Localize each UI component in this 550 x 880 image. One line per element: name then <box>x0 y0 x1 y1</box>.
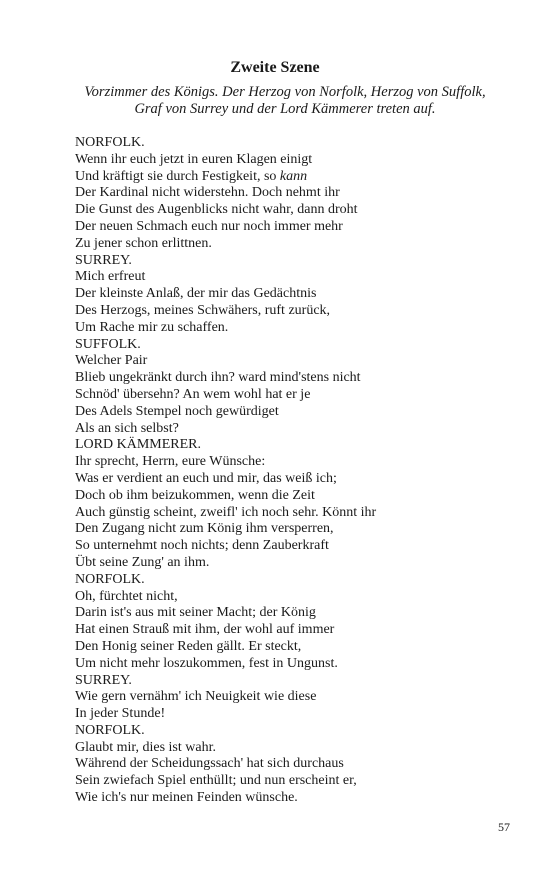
verse-line <box>75 538 515 555</box>
line-text: Der Kardinal nicht widerstehn. Doch nehmt ihr <box>75 185 340 201</box>
line-text: Ihr sprecht, Herrn, eure Wünsche: <box>75 454 266 470</box>
scene-title: Zweite Szene <box>230 59 320 76</box>
speaker-name <box>75 135 515 152</box>
line-text: Glaubt mir, dies ist wahr. <box>75 739 216 755</box>
verse-line <box>75 219 515 236</box>
verse-line <box>75 202 515 219</box>
line-text: NORFOLK. <box>75 135 145 150</box>
speaker-name <box>75 572 515 589</box>
verse-line <box>75 320 515 337</box>
line-text: Der kleinste Anlaß, der mir das Gedächtnis <box>75 286 317 302</box>
dialogue-text <box>75 135 515 807</box>
stage-direction-line: Graf von Surrey und der Lord Kämmerer treten auf. <box>134 101 436 117</box>
line-text: Darin ist's aus mit seiner Macht; der König <box>75 605 316 621</box>
verse-line <box>75 454 515 471</box>
line-text: Wenn ihr euch jetzt in euren Klagen einigt <box>75 151 313 167</box>
line-text: Den Zugang nicht zum König ihm versperren, <box>75 521 334 537</box>
line-text: SUFFOLK. <box>75 336 141 352</box>
line-text: SURREY. <box>75 252 132 268</box>
page-number: 57 <box>498 820 510 834</box>
emphasized-word: kann <box>279 168 308 184</box>
speaker-name <box>75 437 515 454</box>
line-text: Um Rache mir zu schaffen. <box>75 319 229 335</box>
verse-line <box>75 605 515 622</box>
line-text: NORFOLK. <box>75 571 145 587</box>
verse-line <box>75 370 515 387</box>
stage-direction <box>60 84 510 118</box>
line-text: Hat einen Strauß mit ihm, der wohl auf immer <box>75 622 335 638</box>
verse-line <box>75 505 515 522</box>
line-text: Während der Scheidungssach' hat sich durchaus <box>75 756 344 772</box>
line-text: Mich erfreut <box>75 269 146 285</box>
line-text: Zu jener schon erlittnen. <box>75 235 212 251</box>
line-text: Um nicht mehr loszukommen, fest in Ungunst. <box>75 655 338 671</box>
speaker-name <box>75 253 515 270</box>
line-text: SURREY. <box>75 672 132 688</box>
line-text: Sein zwiefach Spiel enthüllt; und nun erscheint er, <box>75 773 357 789</box>
line-text: Der neuen Schmach euch nur noch immer mehr <box>75 218 343 234</box>
verse-line <box>75 185 515 202</box>
verse-line <box>75 488 515 505</box>
line-text: Doch ob ihm beizukommen, wenn die Zeit <box>75 487 315 503</box>
line-text: Was er verdient an euch und mir, das weiß ich; <box>75 470 337 486</box>
verse-line <box>75 404 515 421</box>
line-text: Als an sich selbst? <box>75 420 179 436</box>
line-text: Des Adels Stempel noch gewürdiget <box>75 403 279 419</box>
line-text: Und kräftigt sie durch Festigkeit, so <box>75 168 280 184</box>
verse-line <box>75 589 515 606</box>
speaker-name <box>75 723 515 740</box>
verse-line <box>75 169 515 186</box>
line-text: Blieb ungekränkt durch ihn? ward mind'stens nicht <box>75 370 361 386</box>
verse-line <box>75 689 515 706</box>
line-text: Schnöd' übersehn? An wem wohl hat er je <box>75 386 311 402</box>
verse-line <box>75 555 515 572</box>
verse-line <box>75 236 515 253</box>
line-text: Oh, fürchtet nicht, <box>75 588 178 604</box>
line-text: In jeder Stunde! <box>75 706 166 722</box>
line-text: NORFOLK. <box>75 722 145 738</box>
stage-direction-line: Vorzimmer des Königs. Der Herzog von Norfolk, Herzog von Suffolk, <box>84 84 486 100</box>
verse-line <box>75 471 515 488</box>
verse-line <box>75 740 515 757</box>
verse-line <box>75 152 515 169</box>
verse-line <box>75 269 515 286</box>
line-text: Wie gern vernähm' ich Neuigkeit wie diese <box>75 689 317 705</box>
verse-line <box>75 622 515 639</box>
line-text: LORD KÄMMERER. <box>75 437 202 453</box>
verse-line <box>75 656 515 673</box>
speaker-name <box>75 337 515 354</box>
verse-line <box>75 303 515 320</box>
line-text: Übt seine Zung' an ihm. <box>75 554 210 570</box>
verse-line <box>75 706 515 723</box>
line-text: Welcher Pair <box>75 353 148 369</box>
verse-line <box>75 639 515 656</box>
line-text: Wie ich's nur meinen Feinden wünsche. <box>75 790 298 806</box>
verse-line <box>75 756 515 773</box>
verse-line <box>75 421 515 438</box>
verse-line <box>75 353 515 370</box>
line-text: Des Herzogs, meines Schwähers, ruft zurück, <box>75 302 331 318</box>
verse-line <box>75 521 515 538</box>
verse-line <box>75 773 515 790</box>
line-text: Auch günstig scheint, zweifl' ich noch sehr. Könnt ihr <box>75 504 377 520</box>
verse-line <box>75 286 515 303</box>
line-text: Den Honig seiner Reden gällt. Er steckt, <box>75 638 302 654</box>
speaker-name <box>75 673 515 690</box>
verse-line <box>75 790 515 807</box>
line-text: So unternehmt noch nichts; denn Zauberkraft <box>75 538 329 554</box>
line-text: Die Gunst des Augenblicks nicht wahr, dann droht <box>75 202 358 218</box>
verse-line <box>75 387 515 404</box>
